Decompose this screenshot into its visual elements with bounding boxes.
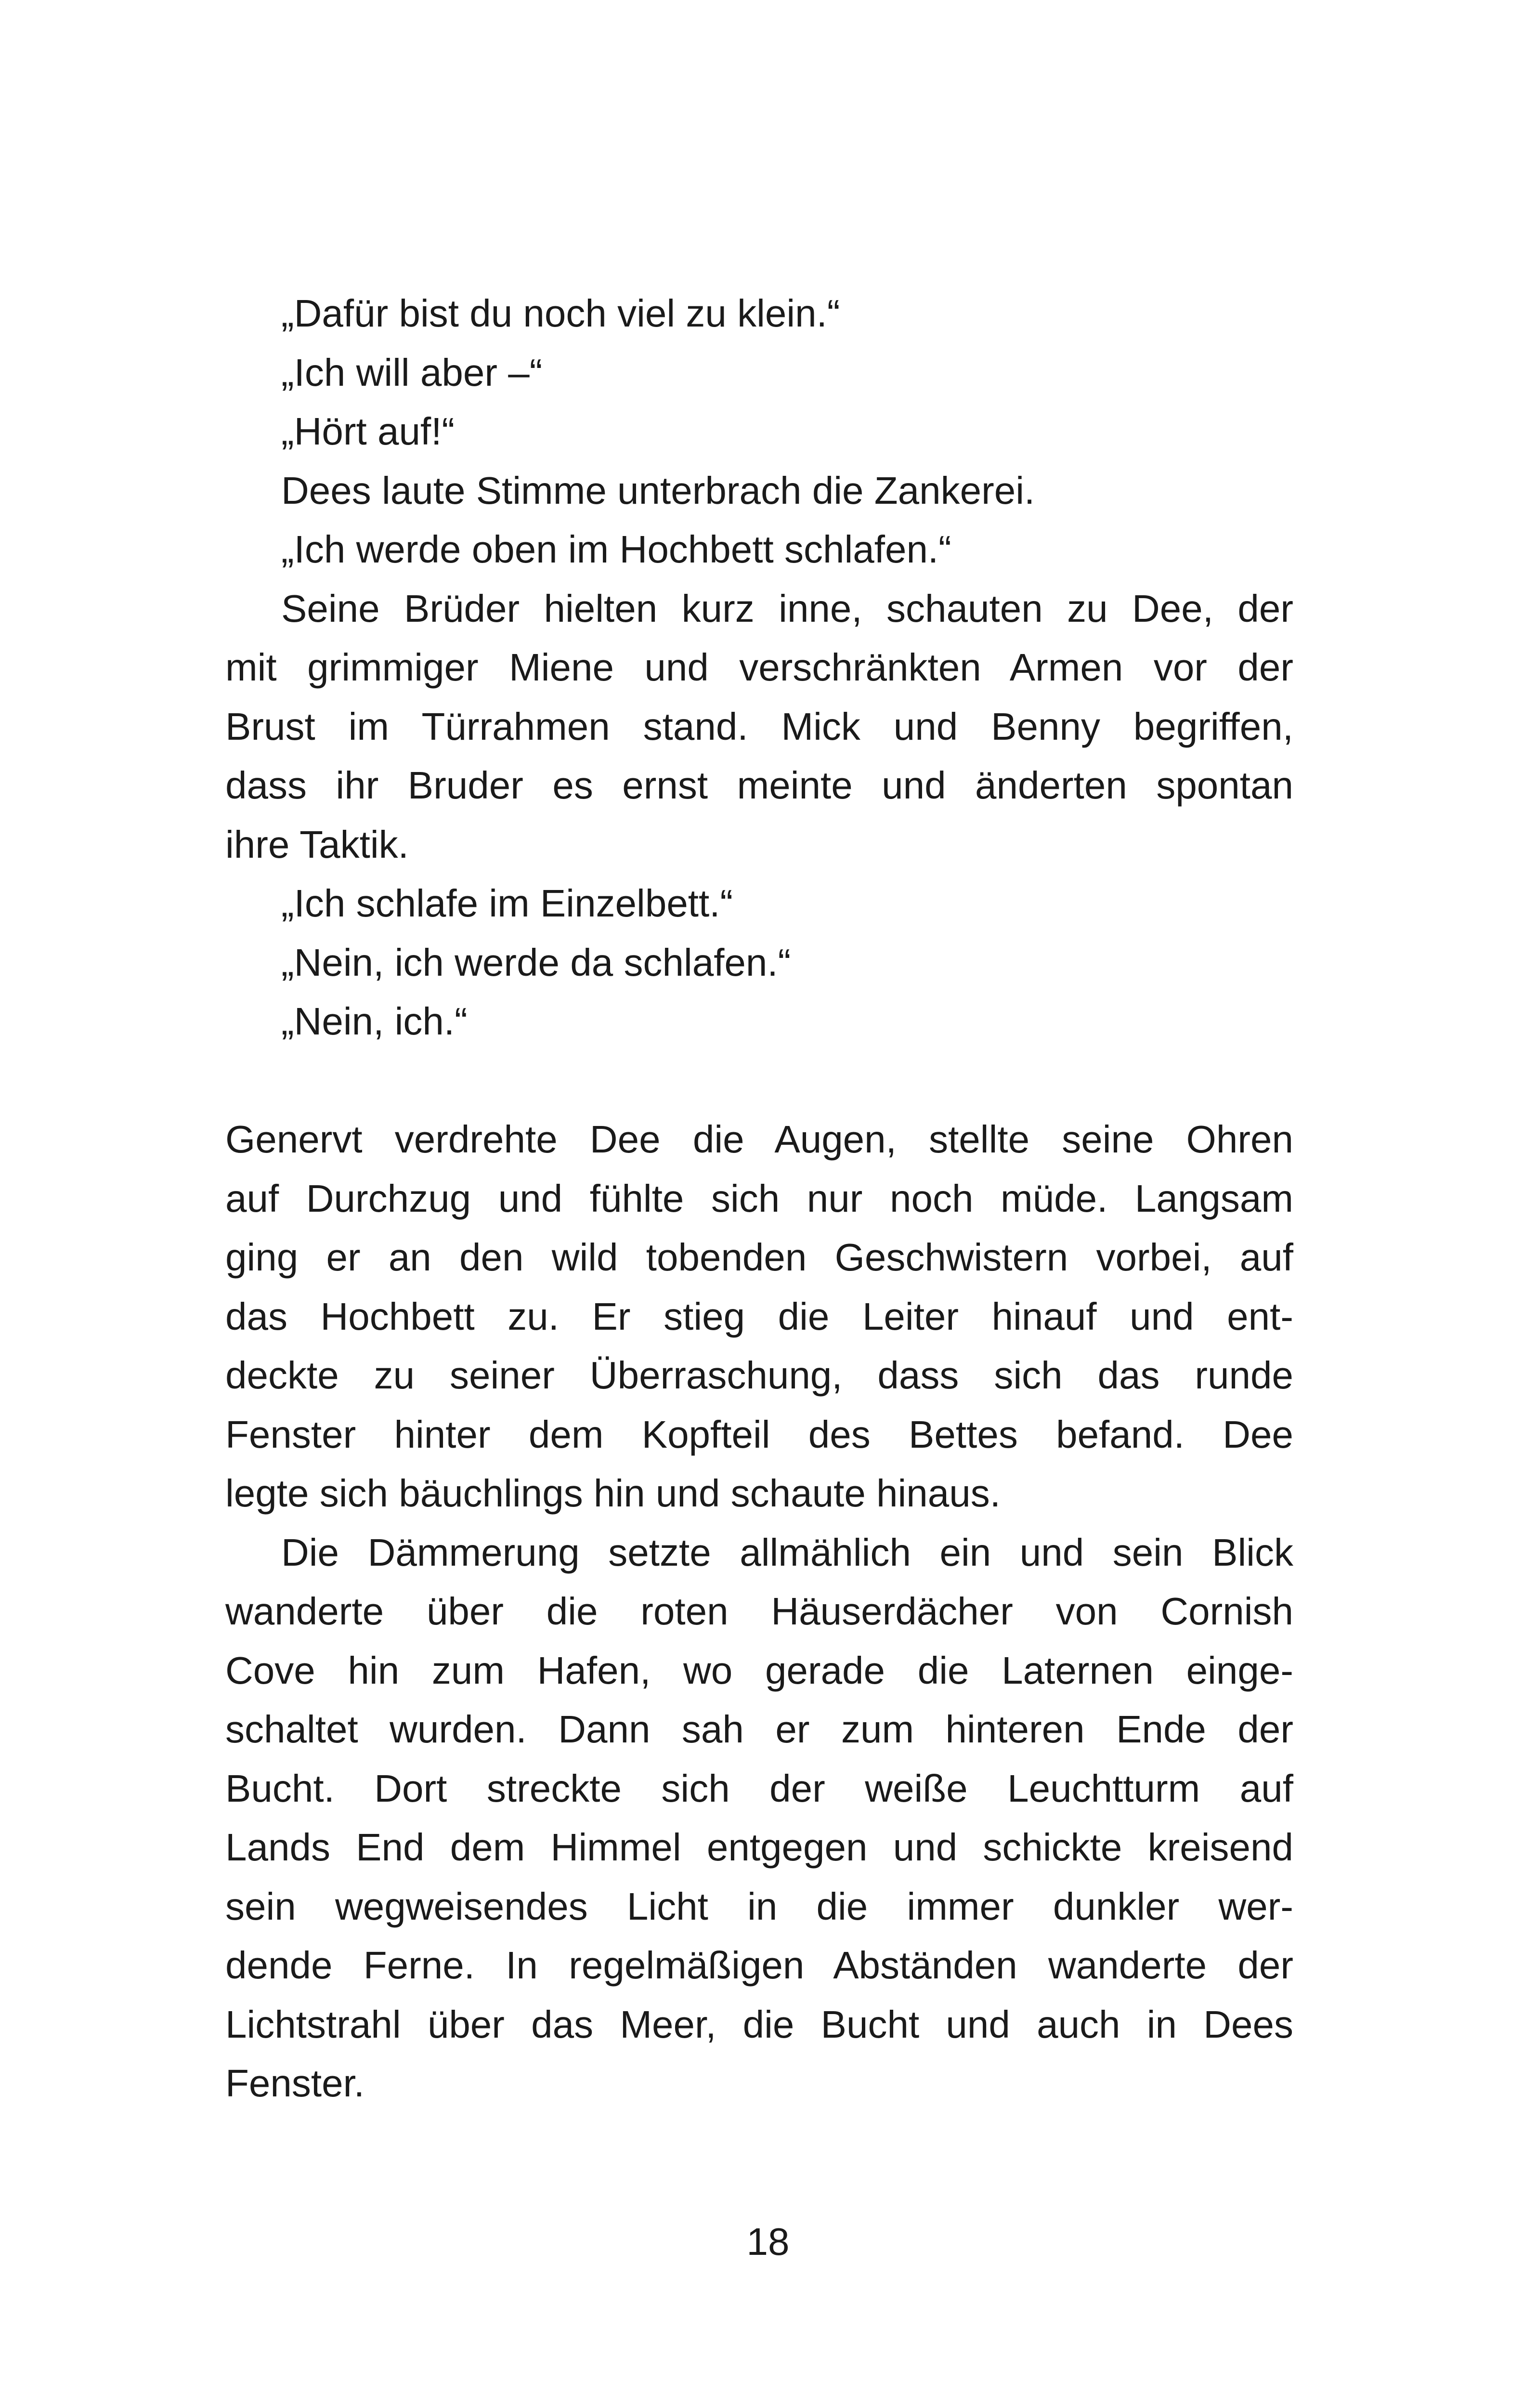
text-line: „Ich will aber –“	[281, 351, 543, 394]
text-line: „Nein, ich werde da schlafen.“	[281, 941, 791, 984]
text-line: sein wegweisendes Licht in die immer dunkler wer-	[225, 1885, 1293, 1928]
text-line: das Hochbett zu. Er stieg die Leiter hinauf und ent-	[225, 1295, 1293, 1338]
text-line: Fenster hinter dem Kopfteil des Bettes befand. Dee	[225, 1413, 1293, 1456]
text-line: wanderte über die roten Häuserdächer von Cornish	[225, 1590, 1293, 1633]
text-line: Lands End dem Himmel entgegen und schickte kreisend	[225, 1826, 1293, 1869]
body-text	[225, 284, 1293, 2113]
text-line: „Dafür bist du noch viel zu klein.“	[281, 292, 840, 335]
text-line: mit grimmiger Miene und verschränkten Armen vor der	[225, 646, 1293, 689]
text-line: Genervt verdrehte Dee die Augen, stellte seine Ohren	[225, 1118, 1293, 1161]
text-line: auf Durchzug und fühlte sich nur noch müde. Langsam	[225, 1177, 1293, 1220]
text-line: Cove hin zum Hafen, wo gerade die Laternen einge-	[225, 1649, 1293, 1692]
text-line: „Ich schlafe im Einzelbett.“	[281, 882, 733, 925]
text-line: Die Dämmerung setzte allmählich ein und sein Blick	[281, 1531, 1293, 1574]
text-line: „Ich werde oben im Hochbett schlafen.“	[281, 528, 951, 571]
text-line: Dees laute Stimme unterbrach die Zankerei.	[281, 469, 1035, 512]
text-line: Brust im Türrahmen stand. Mick und Benny begriffen,	[225, 705, 1293, 748]
text-line: ging er an den wild tobenden Geschwistern vorbei, auf	[225, 1236, 1293, 1279]
page-number: 18	[746, 2220, 790, 2263]
text-line: „Hört auf!“	[281, 410, 455, 453]
text-line: Lichtstrahl über das Meer, die Bucht und auch in Dees	[225, 2002, 1293, 2046]
text-line: Seine Brüder hielten kurz inne, schauten zu Dee, der	[281, 587, 1293, 630]
text-line: dende Ferne. In regelmäßigen Abständen wanderte der	[225, 1944, 1293, 1987]
text-line: ihre Taktik.	[225, 823, 409, 866]
text-line: dass ihr Bruder es ernst meinte und änderten spontan	[225, 764, 1293, 807]
text-line: legte sich bäuchlings hin und schaute hinaus.	[225, 1472, 1001, 1515]
blank-line	[225, 1051, 1293, 1111]
text-line: Fenster.	[225, 2062, 365, 2105]
text-line: „Nein, ich.“	[281, 1000, 468, 1043]
text-line: deckte zu seiner Überraschung, dass sich das runde	[225, 1354, 1293, 1397]
text-line: Bucht. Dort streckte sich der weiße Leuchtturm auf	[225, 1767, 1293, 1810]
text-line: schaltet wurden. Dann sah er zum hinteren Ende der	[225, 1708, 1293, 1751]
